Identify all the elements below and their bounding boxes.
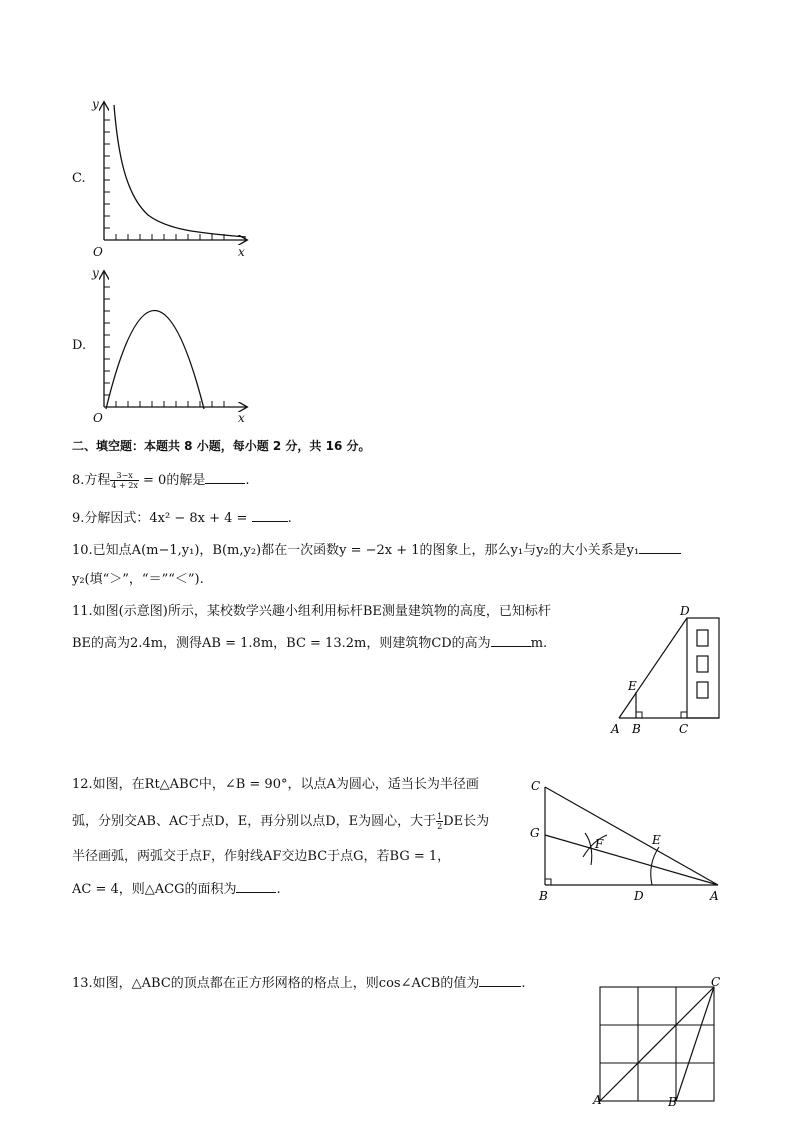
hyperbola-curve [114,105,246,237]
section-heading: 二、填空题：本题共 8 小题，每小题 2 分，共 16 分。 [72,439,371,453]
label-b: B [632,722,641,736]
q13-end: . [521,976,526,991]
window-3 [697,682,708,698]
q12-line4: AC = 4，则△ACG的面积为 [72,882,237,897]
label-a: A [710,889,719,903]
label-a: A [611,722,620,736]
q11-unit: m. [530,636,548,651]
q8-prefix: 8.方程 [72,473,111,488]
option-c-y-label: y [92,97,99,111]
label-d: D [634,889,644,903]
q12-figure [525,775,730,905]
label-c: C [711,975,721,989]
right-angle-b [545,879,551,885]
q12-frac-num: 1 [437,812,443,821]
q12-answer-blank[interactable] [236,880,276,893]
question-12-line3: 半径画弧，两弧交于点F，作射线AF交边BC于点G，若BG = 1， [72,849,451,864]
window-1 [697,630,708,646]
option-d-graph [88,262,253,417]
question-9 [72,509,292,528]
option-d-y-label: y [92,266,99,280]
parabola-curve [106,311,204,410]
line-ad [619,618,687,718]
building [687,618,719,718]
q13-text: 13.如图，△ABC的顶点都在正方形网格的格点上，则cos∠ACB的值为 [72,976,480,991]
question-12-line4 [72,880,281,899]
q11-line2: BE的高为2.4m，测得AB = 1.8m，BC = 13.2m，则建筑物CD的高为 [72,636,491,651]
q9-text: 9.分解因式：4x² − 8x + 4 = [72,511,252,526]
label-a: A [593,1093,602,1107]
question-11-line1: 11.如图(示意图)所示，某校数学兴趣小组利用标杆BE测量建筑物的高度，已知标杆 [72,604,551,619]
q13-figure [585,972,725,1112]
label-e: E [628,679,637,693]
q12-line2-post: DE长为 [443,814,490,829]
right-angle-b [636,712,642,718]
q10-line1: 10.已知点A(m−1,y₁)，B(m,y₂)都在一次函数y = −2x + 1的图象上，那么y₁与y₂的大小关系是y₁ [72,543,640,558]
label-e: E [652,833,661,847]
ray-ag [545,835,718,885]
option-d-label: D. [72,338,87,353]
q8-fraction [110,471,138,490]
q9-end: . [287,511,292,526]
side-bc [676,987,714,1101]
question-8 [72,470,249,492]
q8-suffix: = 0的解是 [138,473,206,488]
window-2 [697,656,708,672]
question-10-line2: y₂(填“＞”，“＝”“＜”). [72,572,204,587]
label-c: C [679,722,689,736]
label-f: F [595,837,604,851]
q11-figure [605,602,730,737]
q8-denominator: 4 + 2x [111,481,138,490]
q12-line2-pre: 弧，分别交AB、AC于点D，E，再分别以点D，E为圆心，大于 [72,814,437,829]
question-11-line2 [72,634,547,653]
side-ca [545,787,718,885]
q12-end: . [276,882,281,897]
label-b: B [668,1095,677,1109]
side-ac [600,987,714,1101]
question-12-line1: 12.如图，在Rt△ABC中，∠B = 90°，以点A为圆心，适当长为半径画 [72,777,479,792]
q8-answer-blank[interactable] [205,471,245,484]
label-c: C [531,779,541,793]
label-d: D [680,604,690,618]
question-10-line1 [72,541,681,560]
right-angle-c [681,712,687,718]
q13-answer-blank[interactable] [479,974,521,987]
q12-frac-den: 2 [437,822,443,831]
label-b: B [539,889,548,903]
q10-answer-blank[interactable] [639,541,681,554]
question-13 [72,974,526,993]
option-c-graph [88,95,253,265]
option-c-origin: O [93,245,103,259]
q8-end: . [245,473,250,488]
option-c-x-label: x [238,245,245,259]
q9-answer-blank[interactable] [252,509,288,522]
option-c-label: C. [72,171,86,186]
option-d-origin: O [93,411,103,425]
q8-numerator: 3−x [110,471,138,481]
option-d-x-label: x [238,411,245,425]
question-12-line2 [72,811,489,833]
q11-answer-blank[interactable] [491,634,531,647]
label-g: G [530,826,540,840]
